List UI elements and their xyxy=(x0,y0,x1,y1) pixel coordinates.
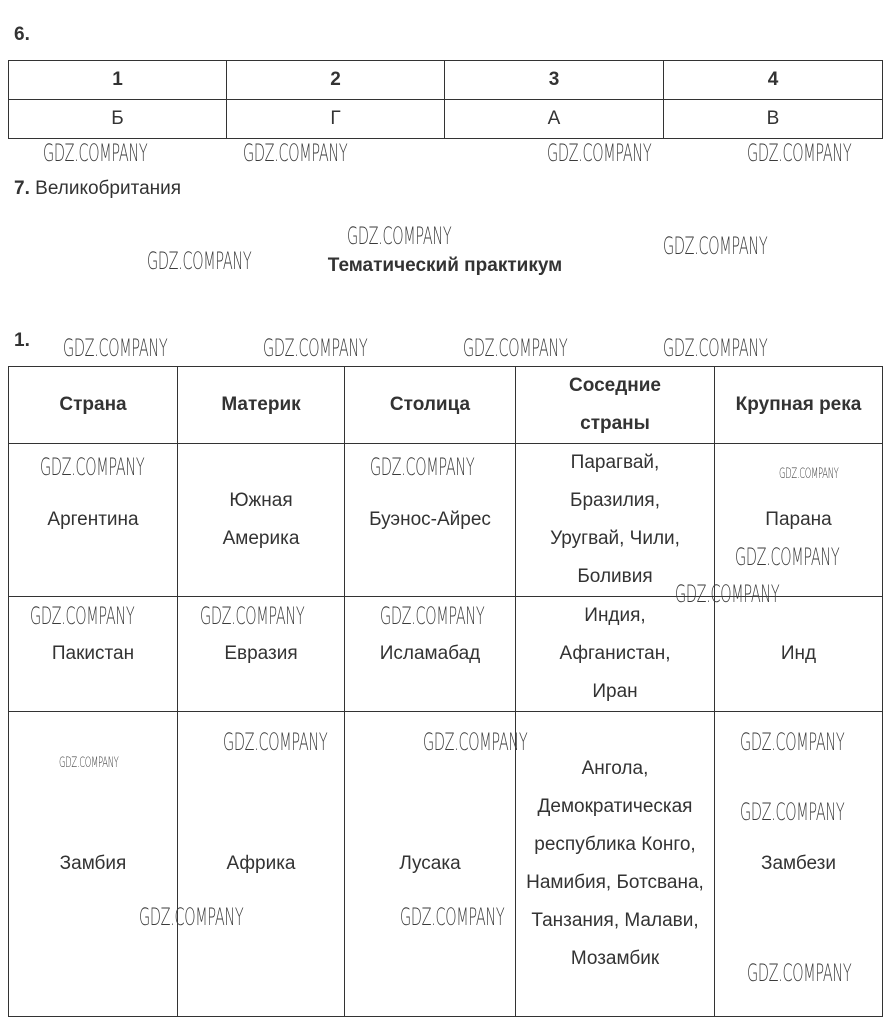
answer-cell: В xyxy=(664,100,883,139)
neighbors-cell: Индия, Афганистан, Иран xyxy=(516,597,715,712)
answer-cell: А xyxy=(445,100,664,139)
section-6-label: 6. xyxy=(14,24,30,45)
section-7-label: 7. xyxy=(14,178,30,199)
continent-cell: Евразия xyxy=(178,597,345,712)
watermark: GDZ.COMPANY xyxy=(370,453,475,481)
watermark: GDZ.COMPANY xyxy=(663,334,768,362)
watermark: GDZ.COMPANY xyxy=(747,139,852,167)
country-cell: Аргентина xyxy=(9,444,178,597)
table-row xyxy=(9,444,883,597)
watermark: GDZ.COMPANY xyxy=(735,543,840,571)
answer-cell: Г xyxy=(227,100,445,139)
table-row xyxy=(9,597,883,712)
watermark: GDZ.COMPANY xyxy=(43,139,148,167)
table-header-row xyxy=(9,367,883,444)
header-continent: Материк xyxy=(178,367,345,444)
watermark: GDZ.COMPANY xyxy=(675,580,780,608)
header-cell: 3 xyxy=(445,61,664,100)
section-7 xyxy=(14,178,181,200)
river-cell: Замбези xyxy=(715,712,883,1017)
watermark: GDZ.COMPANY xyxy=(463,334,568,362)
watermark: GDZ.COMPANY xyxy=(747,959,852,987)
header-river: Крупная река xyxy=(715,367,883,444)
continent-cell: Африка xyxy=(178,712,345,1017)
header-cell: 1 xyxy=(9,61,227,100)
country-cell: Замбия xyxy=(9,712,178,1017)
watermark: GDZ.COMPANY xyxy=(40,453,145,481)
watermark: GDZ.COMPANY xyxy=(59,755,119,771)
capital-cell: Буэнос-Айрес xyxy=(345,444,516,597)
watermark: GDZ.COMPANY xyxy=(423,728,528,756)
answer-table-6 xyxy=(8,60,883,139)
neighbors-cell: Ангола, Демократическая республика Конго, Намибия, Ботсвана, Танзания, Малави, Мозамбик xyxy=(516,712,715,1017)
watermark: GDZ.COMPANY xyxy=(380,602,485,630)
section-7-answer: Великобритания xyxy=(35,178,182,199)
watermark: GDZ.COMPANY xyxy=(139,903,244,931)
watermark: GDZ.COMPANY xyxy=(400,903,505,931)
table-row xyxy=(9,100,883,139)
header-capital: Столица xyxy=(345,367,516,444)
watermark: GDZ.COMPANY xyxy=(147,247,252,275)
header-country: Страна xyxy=(9,367,178,444)
countries-table xyxy=(8,366,883,1017)
watermark: GDZ.COMPANY xyxy=(243,139,348,167)
watermark: GDZ.COMPANY xyxy=(347,222,452,250)
table-row xyxy=(9,712,883,1017)
answer-cell: Б xyxy=(9,100,227,139)
watermark: GDZ.COMPANY xyxy=(30,602,135,630)
watermark: GDZ.COMPANY xyxy=(263,334,368,362)
watermark: GDZ.COMPANY xyxy=(779,466,839,482)
watermark: GDZ.COMPANY xyxy=(663,232,768,260)
capital-cell: Исламабад xyxy=(345,597,516,712)
header-cell: 4 xyxy=(664,61,883,100)
header-cell: 2 xyxy=(227,61,445,100)
watermark: GDZ.COMPANY xyxy=(200,602,305,630)
watermark: GDZ.COMPANY xyxy=(223,728,328,756)
watermark: GDZ.COMPANY xyxy=(740,728,845,756)
header-neighbors: Соседние страны xyxy=(516,367,715,444)
watermark: GDZ.COMPANY xyxy=(63,334,168,362)
watermark: GDZ.COMPANY xyxy=(547,139,652,167)
practicum-title: Тематический практикум xyxy=(327,255,563,276)
country-cell: Пакистан xyxy=(9,597,178,712)
watermark: GDZ.COMPANY xyxy=(740,798,845,826)
river-cell: Инд xyxy=(715,597,883,712)
task-1-label: 1. xyxy=(14,330,30,351)
capital-cell: Лусака xyxy=(345,712,516,1017)
table-header-row xyxy=(9,61,883,100)
neighbors-cell: Парагвай, Бразилия, Уругвай, Чили, Боливия xyxy=(516,444,715,597)
river-cell: Парана xyxy=(715,444,883,597)
continent-cell: Южная Америка xyxy=(178,444,345,597)
